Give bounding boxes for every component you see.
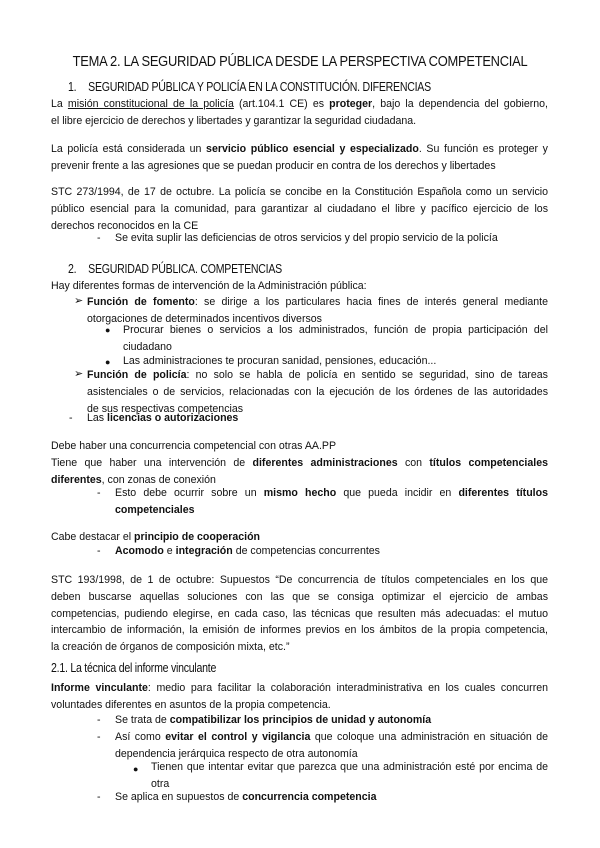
section-2-heading — [68, 262, 282, 276]
dash-bullet: - — [97, 545, 101, 557]
paragraph-concurrencia: Debe haber una concurrencia competencial con otras AA.PP Tiene que haber una intervención de diferentes administraciones con títulos competenciales diferentes, con zonas de conexión — [51, 440, 548, 486]
sub-item-sanidad: Las administraciones te procuran sanidad, pensiones, educación... — [123, 355, 437, 367]
sub-item-procurar: Procurar bienes o servicios a los administrados, función de propia participación del ciudadano — [123, 324, 548, 353]
subsection-2-1-heading: 2.1. La técnica del informe vinculante — [51, 661, 217, 675]
dash-bullet: - — [97, 714, 101, 726]
dash-bullet: - — [97, 731, 101, 743]
dash-bullet: - — [97, 487, 101, 499]
arrow-bullet-icon: ➢ — [74, 295, 84, 307]
paragraph-mision: La misión constitucional de la policía (art.104.1 CE) es proteger, bajo la dependencia del gobierno, el libre ejercicio de derechos y libertades y garantizar la seguridad ciudadana. — [51, 98, 548, 127]
dash-bullet: - — [69, 412, 73, 424]
round-bullet-icon: ● — [133, 764, 139, 774]
section-1-number: 1. — [68, 80, 77, 94]
round-bullet-icon: ● — [105, 325, 111, 335]
section-2-title: SEGURIDAD PÚBLICA. COMPETENCIAS — [88, 262, 282, 276]
item-funcion-fomento: Función de fomento: se dirige a los particulares hacia fines de interés general mediante otorgaciones de determinados incentivos diversos — [87, 296, 548, 325]
bullet-acomodo: Acomodo e integración de competencias concurrentes — [115, 545, 380, 557]
bullet-suplir: Se evita suplir las deficiencias de otros servicios y del propio servicio de la policía — [115, 232, 498, 244]
bullet-evitar-control: Así como evitar el control y vigilancia que coloque una administración en situación de dependencia jerárquica respecto de otra autonomía — [115, 731, 549, 760]
paragraph-cooperacion: Cabe destacar el principio de cooperación — [51, 531, 261, 543]
section-1-heading — [68, 80, 431, 94]
arrow-bullet-icon: ➢ — [74, 368, 84, 380]
paragraph-intro-formas: Hay diferentes formas de intervención de la Administración pública: — [51, 280, 367, 292]
section-2-number: 2. — [68, 262, 77, 276]
item-funcion-policia: Función de policía: no solo se habla de policía en sentido se seguridad, sino de tareas asistenciales o de servicios, relacionadas con la ejecución de los órdenes de las autoridades de sus respectivas competencias — [87, 369, 548, 415]
dash-bullet: - — [97, 791, 101, 803]
paragraph-informe-vinculante: Informe vinculante: medio para facilitar la colaboración interadministrativa en los cuales concurren voluntades diferentes en asuntos de la propia competencia. — [51, 682, 549, 711]
bullet-supuestos: Se aplica en supuestos de concurrencia competencia — [115, 791, 377, 803]
bullet-compatibilizar: Se trata de compatibilizar los principios de unidad y autonomía — [115, 714, 432, 726]
page-title: TEMA 2. LA SEGURIDAD PÚBLICA DESDE LA PERSPECTIVA COMPETENCIAL — [72, 53, 528, 70]
bullet-mismo-hecho: Esto debe ocurrir sobre un mismo hecho que pueda incidir en diferentes títulos competenciales — [115, 487, 548, 516]
sub-item-evitar-parezca: Tienen que intentar evitar que parezca que una administración esté por encima de otra — [151, 761, 548, 790]
dash-bullet: - — [97, 232, 101, 244]
mision-link-text: misión constitucional de la policía — [67, 98, 234, 110]
section-1-title: SEGURIDAD PÚBLICA Y POLICÍA EN LA CONSTITUCIÓN. DIFERENCIAS — [88, 80, 431, 94]
paragraph-stc-193: STC 193/1998, de 1 de octubre: Supuestos “De concurrencia de títulos competenciales en los que deben buscarse aquellas soluciones con las que se consiga optimizar el ejercicio de ambas competencias, pudiendo elegirse, en cada caso, las técnicas que resulten más adecuadas: el mutuo intercambio de información, la emisión de informes previos en los ámbitos de la propia competencia, la creación de órganos de composición mixta, etc.” — [51, 574, 548, 654]
item-licencias: Las licencias o autorizaciones — [87, 412, 239, 424]
paragraph-servicio: La policía está considerada un servicio público esencial y especializado. Su función es proteger y prevenir frente a las agresiones que se puedan producir en contra de los derechos y libertades — [51, 143, 548, 172]
paragraph-stc-273: STC 273/1994, de 17 de octubre. La policía se concibe en la Constitución Española como un servicio público esencial para la comunidad, para garantizar al ciudadano el libre y pacífico ejercicio de los derechos reconocidos en la CE — [51, 186, 548, 232]
round-bullet-icon: ● — [105, 357, 111, 367]
